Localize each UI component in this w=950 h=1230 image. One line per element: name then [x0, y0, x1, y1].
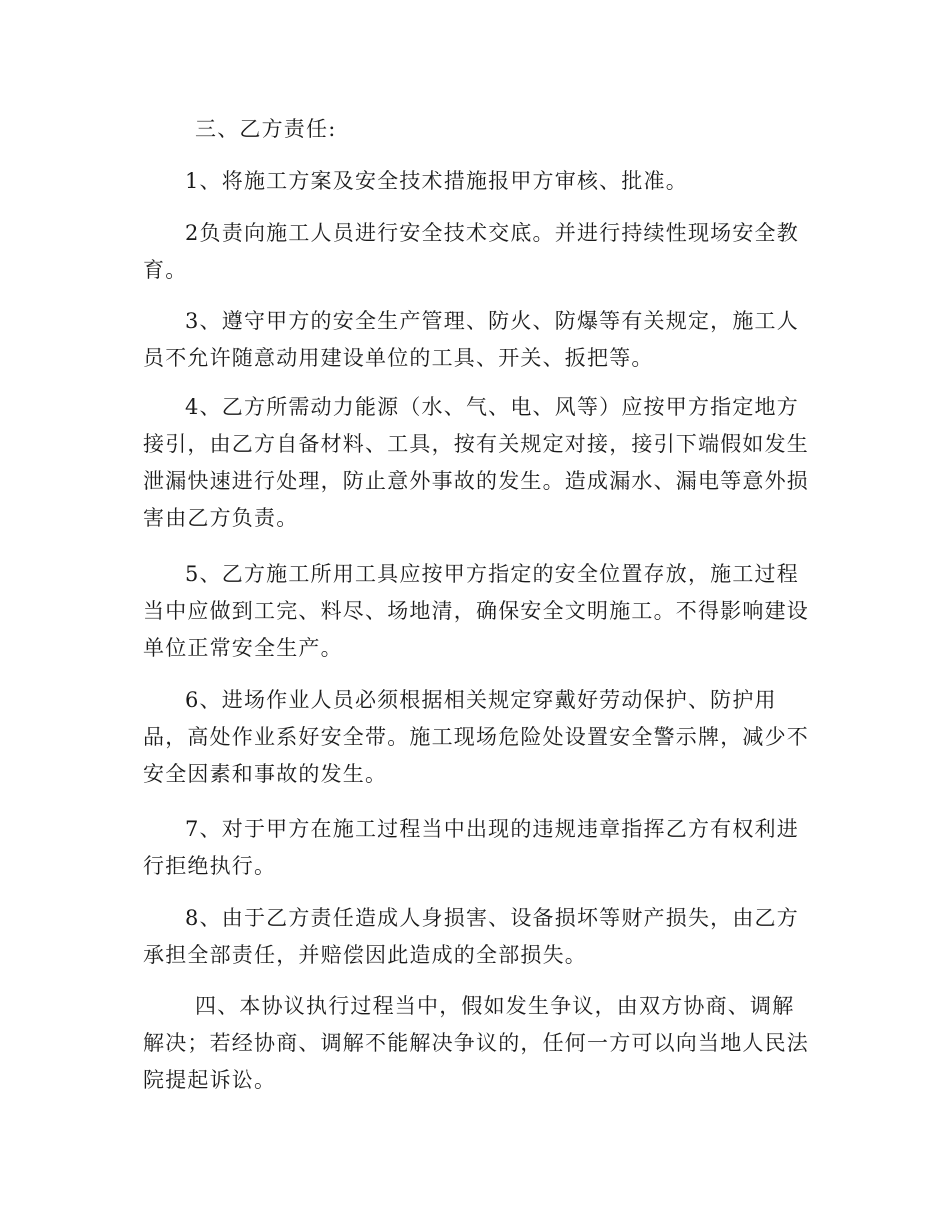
clause-6: 6、进场作业人员必须根据相关规定穿戴好劳动保护、防护用品，高处作业系好安全带。施工现场危险处设置安全警示牌，减少不安全因素和事故的发生。 [143, 688, 809, 786]
clause-4: 4、乙方所需动力能源（水、气、电、风等）应按甲方指定地方接引，由乙方自备材料、工具，按有关规定对接，接引下端假如发生泄漏快速进行处理，防止意外事故的发生。造成漏水、漏电等意外损害由乙方负责。 [143, 395, 809, 530]
clause-7: 7、对于甲方在施工过程当中出现的违规违章指挥乙方有权利进行拒绝执行。 [143, 817, 799, 878]
clause-3: 3、遵守甲方的安全生产管理、防火、防爆等有关规定，施工人员不允许随意动用建设单位的工具、开关、扳把等。 [143, 309, 799, 370]
clause-2: 2负责向施工人员进行安全技术交底。并进行持续性现场安全教育。 [143, 221, 799, 282]
section-four-paragraph: 四、本协议执行过程当中，假如发生争议，由双方协商、调解解决；若经协商、调解不能解决争议的，任何一方可以向当地人民法院提起诉讼。 [143, 994, 809, 1092]
clause-5: 5、乙方施工所用工具应按甲方指定的安全位置存放，施工过程当中应做到工完、料尽、场地清，确保安全文明施工。不得影响建设单位正常安全生产。 [143, 562, 809, 660]
clause-8: 8、由于乙方责任造成人身损害、设备损坏等财产损失，由乙方承担全部责任，并赔偿因此造成的全部损失。 [143, 906, 799, 967]
section-three-heading: 三、乙方责任: [195, 117, 337, 141]
clause-1: 1、将施工方案及安全技术措施报甲方审核、批准。 [185, 169, 688, 193]
